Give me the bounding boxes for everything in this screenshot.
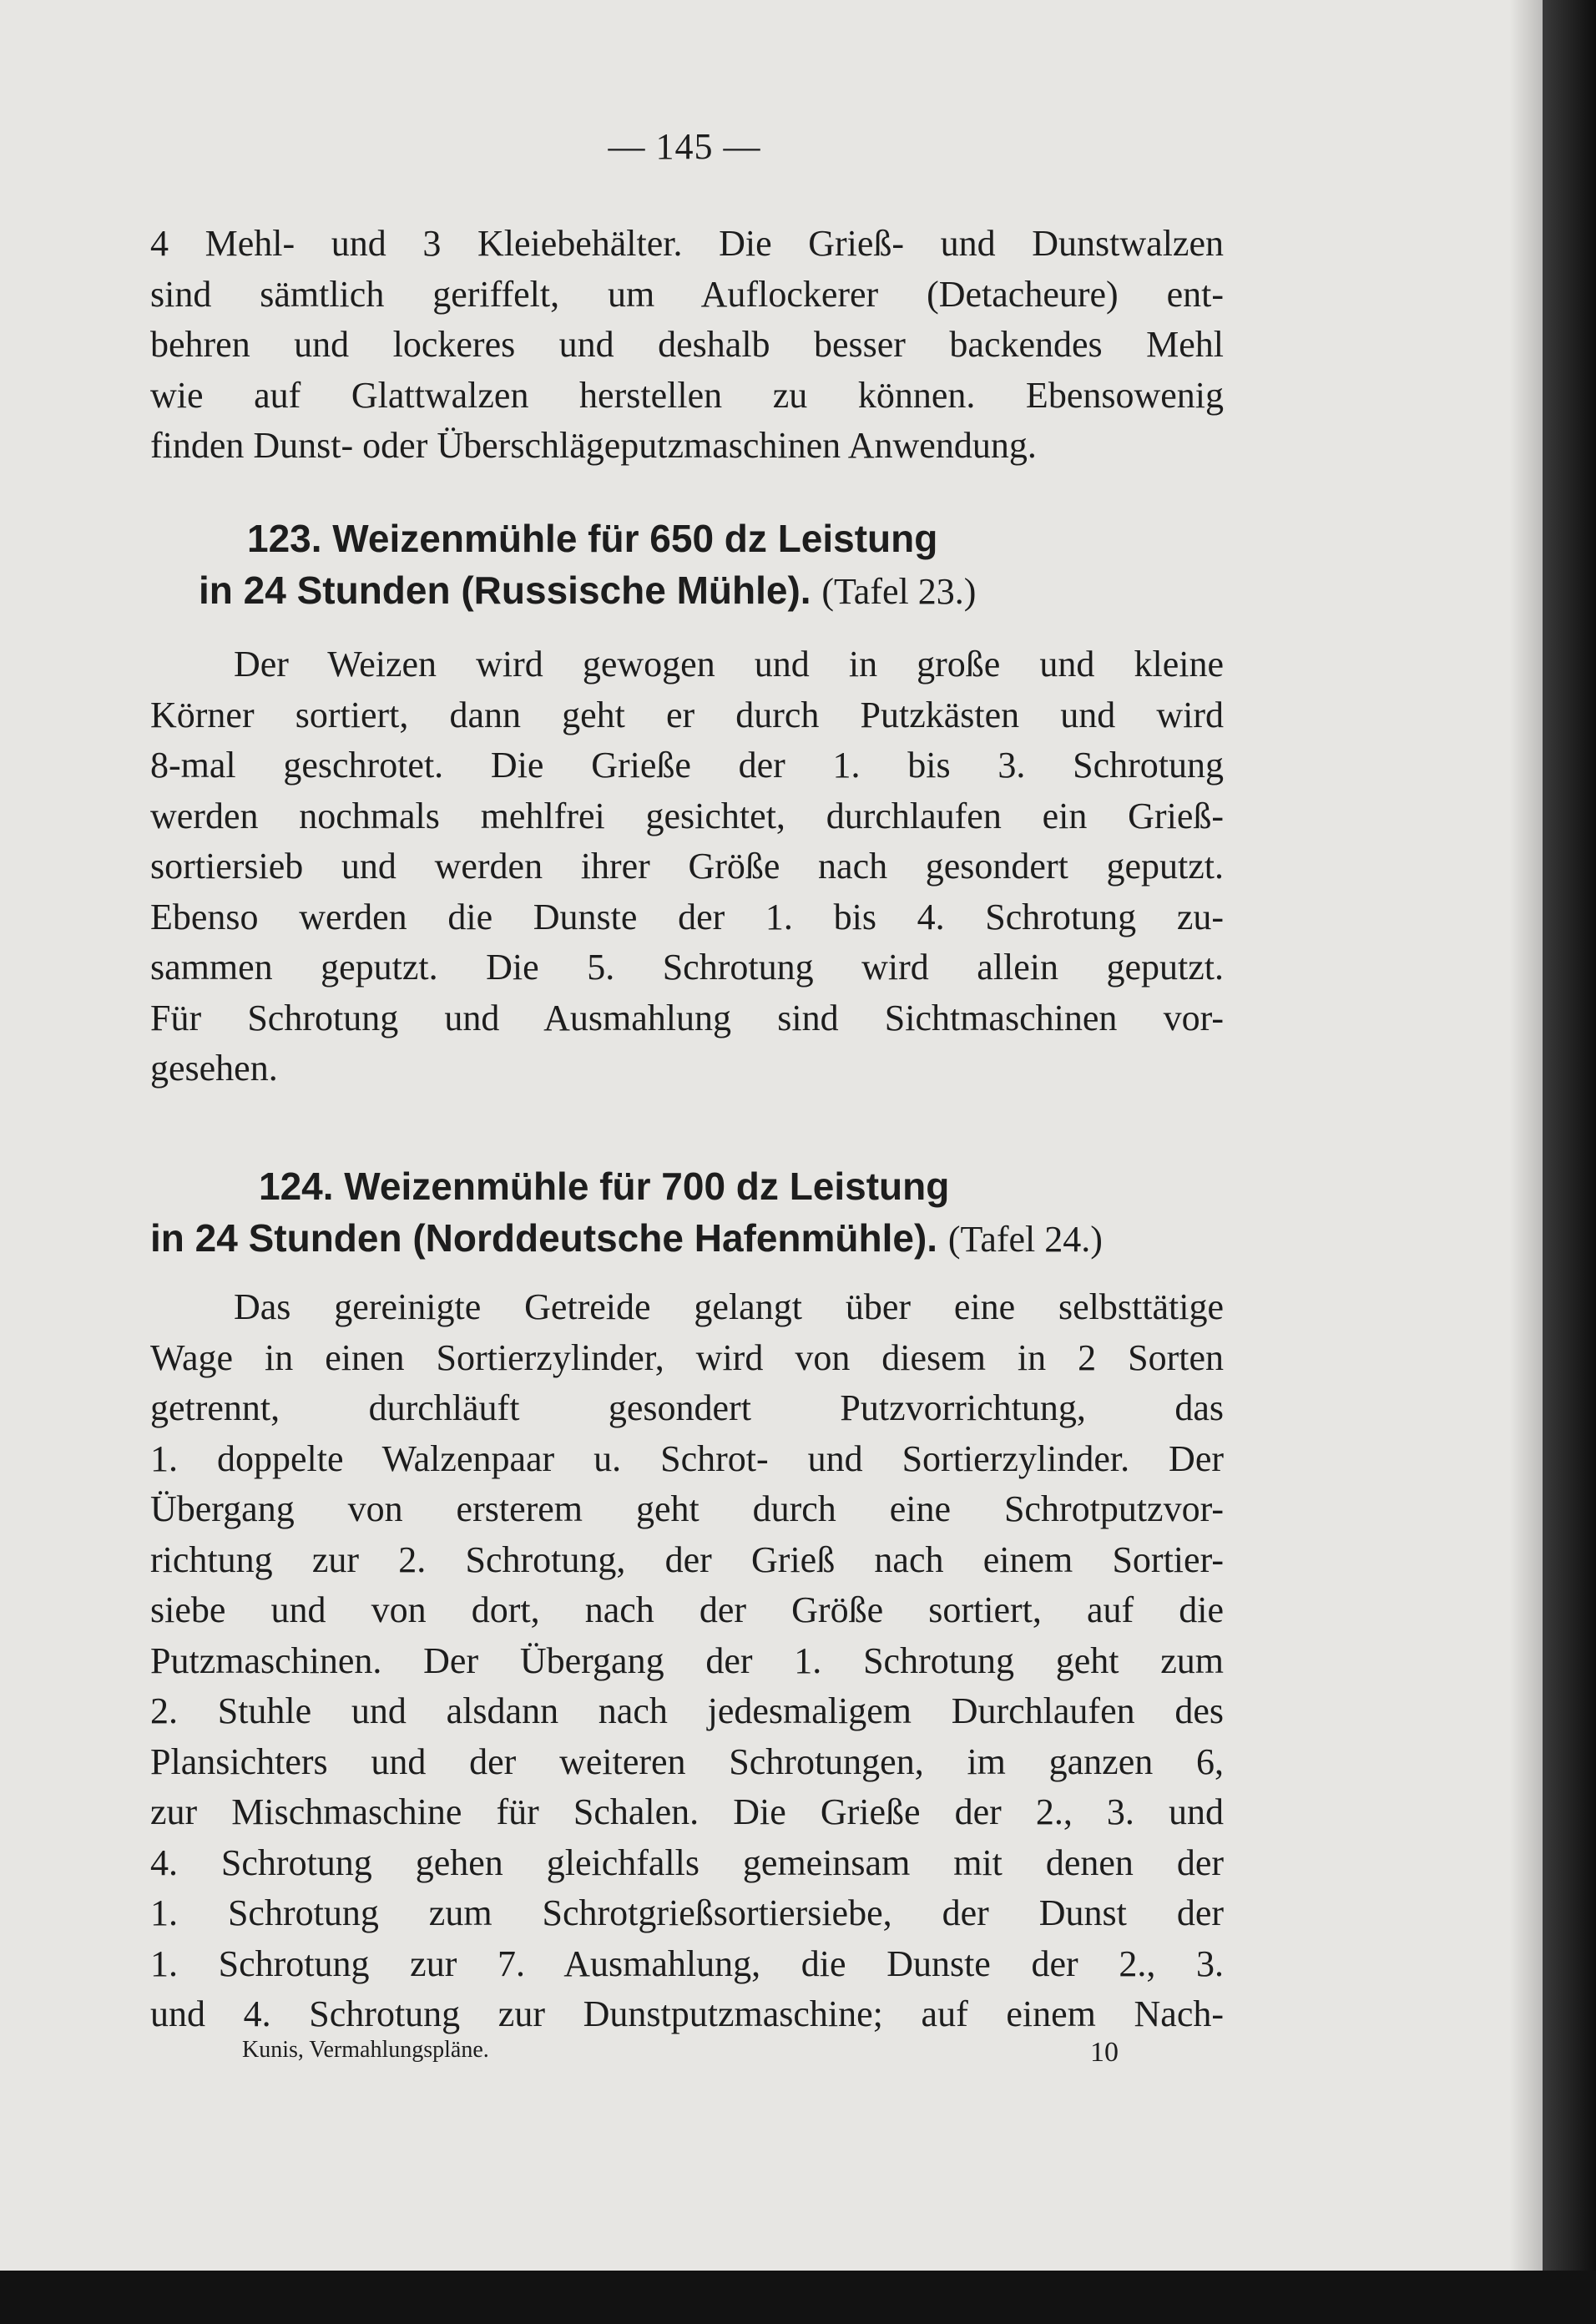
section-124-paragraph bbox=[150, 1282, 1224, 2040]
text-line: Übergang von ersterem geht durch eine Schrotputzvor- bbox=[150, 1488, 1224, 1529]
heading-line-text: in 24 Stunden (Russische Mühle). bbox=[199, 568, 811, 612]
text-line: richtung zur 2. Schrotung, der Grieß nach einem Sortier- bbox=[150, 1538, 1224, 1580]
intro-paragraph bbox=[150, 219, 1224, 472]
page-number: — 145 — bbox=[608, 126, 761, 167]
text-line: Das gereinigte Getreide gelangt über eine selbsttätige bbox=[234, 1286, 1224, 1327]
section-123-paragraph bbox=[150, 639, 1224, 1094]
text-line: Ebenso werden die Dunste der 1. bis 4. Schrotung zu- bbox=[150, 896, 1224, 937]
text-line: Für Schrotung und Ausmahlung sind Sichtmaschinen vor- bbox=[150, 997, 1224, 1038]
text-line: gesehen. bbox=[150, 1048, 278, 1089]
section-124-heading bbox=[150, 1160, 1224, 1266]
heading-line: 124. Weizenmühle für 700 dz Leistung bbox=[259, 1165, 950, 1208]
text-line: Der Weizen wird gewogen und in große und kleine bbox=[234, 644, 1224, 685]
page-footer bbox=[242, 2037, 1119, 2069]
text-line: finden Dunst- oder Überschlägeputzmaschinen Anwendung. bbox=[150, 425, 1037, 466]
tafel-reference: (Tafel 24.) bbox=[947, 1219, 1103, 1260]
text-line: wie auf Glattwalzen herstellen zu können. Ebensowenig bbox=[150, 374, 1224, 416]
footer-signature: Kunis, Vermahlungspläne. bbox=[242, 2037, 489, 2063]
text-line: 1. Schrotung zum Schrotgrießsortiersiebe, der Dunst der bbox=[150, 1892, 1224, 1933]
heading-line bbox=[150, 1212, 1224, 1266]
text-line: 4 Mehl- und 3 Kleiebehälter. Die Grieß- und Dunstwalzen bbox=[150, 223, 1224, 264]
text-line: 8-mal geschrotet. Die Grieße der 1. bis 3. Schrotung bbox=[150, 745, 1224, 786]
text-line: Putzmaschinen. Der Übergang der 1. Schrotung geht zum bbox=[150, 1639, 1224, 1681]
text-line: Körner sortiert, dann geht er durch Putzkästen und wird bbox=[150, 694, 1224, 735]
tafel-reference: (Tafel 23.) bbox=[821, 571, 977, 612]
text-line: Wage in einen Sortierzylinder, wird von diesem in 2 Sorten bbox=[150, 1336, 1224, 1378]
text-line: 2. Stuhle und alsdann nach jedesmaligem Durchlaufen des bbox=[150, 1690, 1224, 1731]
text-line: werden nochmals mehlfrei gesichtet, durchlaufen ein Grieß- bbox=[150, 795, 1224, 836]
text-line: siebe und von dort, nach der Größe sortiert, auf die bbox=[150, 1589, 1224, 1630]
text-line: getrennt, durchläuft gesondert Putzvorrichtung, das bbox=[150, 1387, 1224, 1428]
section-123-heading bbox=[150, 513, 1224, 618]
text-line: zur Mischmaschine für Schalen. Die Grieße der 2., 3. und bbox=[150, 1791, 1224, 1832]
heading-line-text: in 24 Stunden (Norddeutsche Hafenmühle). bbox=[150, 1216, 938, 1260]
text-line: sammen geputzt. Die 5. Schrotung wird allein geputzt. bbox=[150, 947, 1224, 988]
text-line: und 4. Schrotung zur Dunstputzmaschine; auf einem Nach- bbox=[150, 1993, 1224, 2034]
text-line: Plansichters und der weiteren Schrotungen, im ganzen 6, bbox=[150, 1740, 1224, 1782]
sheet-number: 10 bbox=[1090, 2037, 1119, 2068]
scan-edge-right bbox=[1543, 0, 1596, 2324]
text-line: 1. Schrotung zur 7. Ausmahlung, die Dunste der 2., 3. bbox=[150, 1943, 1224, 1984]
text-line: sortiersieb und werden ihrer Größe nach gesondert geputzt. bbox=[150, 846, 1224, 887]
text-line: sind sämtlich geriffelt, um Auflockerer (Detacheure) ent- bbox=[150, 273, 1224, 315]
text-line: 4. Schrotung gehen gleichfalls gemeinsam mit denen der bbox=[150, 1842, 1224, 1883]
heading-line bbox=[150, 564, 1224, 618]
heading-line: 123. Weizenmühle für 650 dz Leistung bbox=[247, 517, 938, 560]
scan-edge-bottom bbox=[0, 2271, 1596, 2324]
text-line: behren und lockeres und deshalb besser backendes Mehl bbox=[150, 324, 1224, 365]
text-line: 1. doppelte Walzenpaar u. Schrot- und Sortierzylinder. Der bbox=[150, 1437, 1224, 1479]
